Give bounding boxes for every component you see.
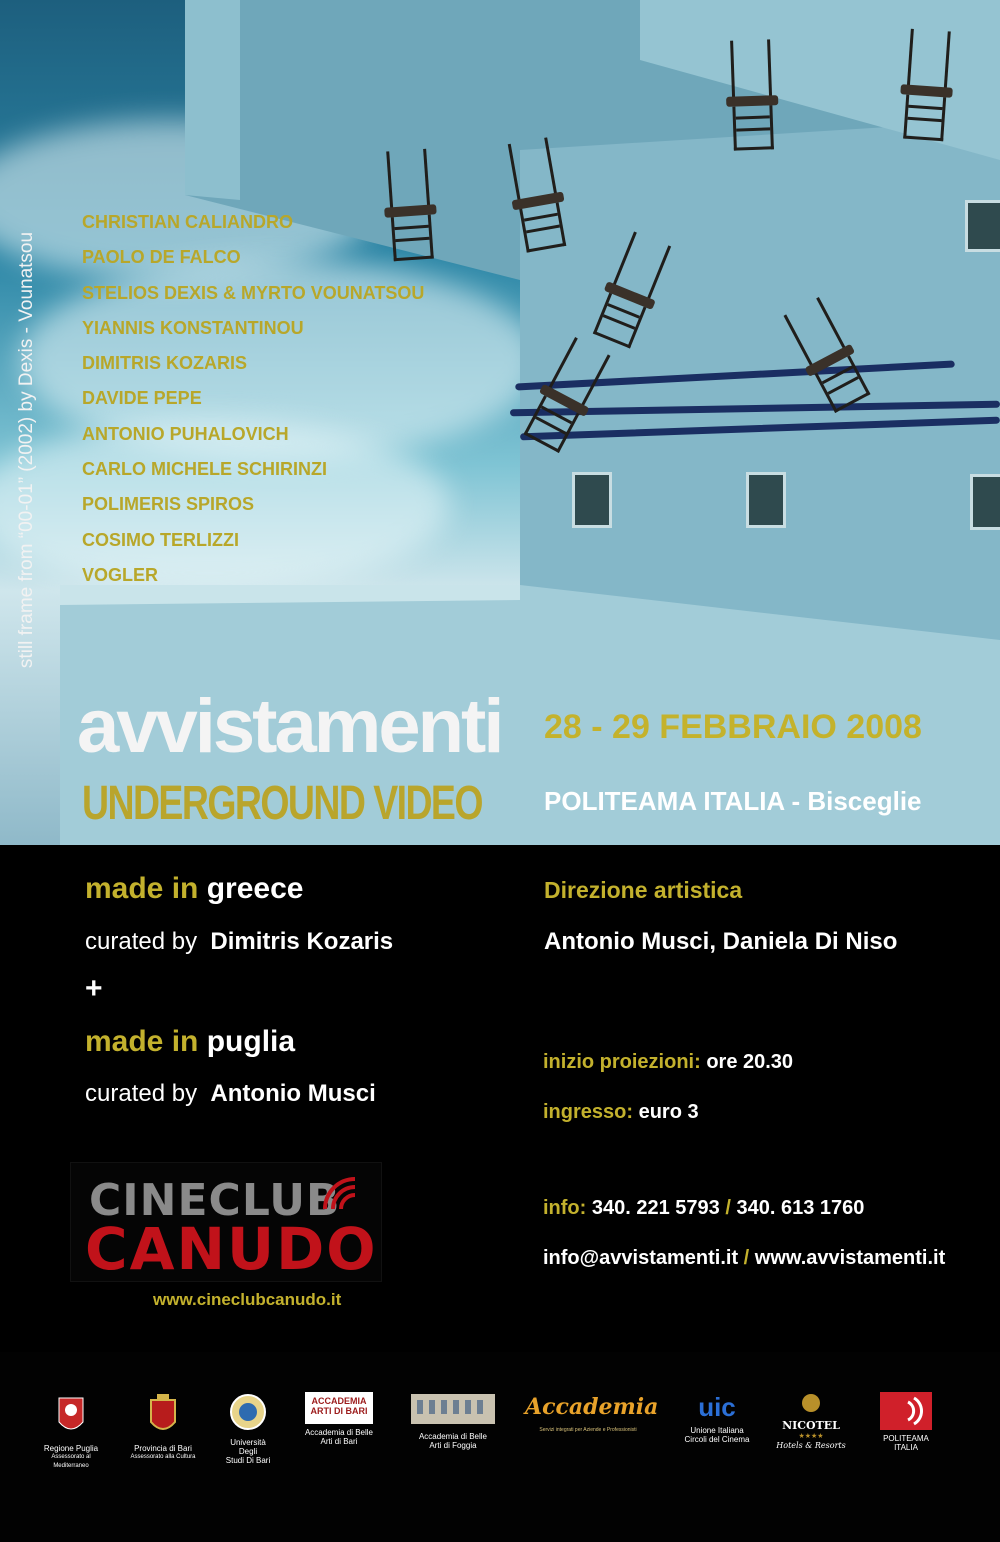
curated-by-label: curated by xyxy=(85,1080,198,1107)
signal-icon xyxy=(319,1169,365,1215)
info-label: info: xyxy=(543,1197,587,1219)
event-subtitle: UNDERGROUND VIDEO xyxy=(82,777,482,830)
window xyxy=(970,474,1000,530)
entry-label: ingresso: xyxy=(543,1101,634,1123)
phone-1: 340. 221 5793 xyxy=(591,1197,720,1219)
sponsor-name: Unione Italiana xyxy=(690,1426,744,1435)
artist-name: YIANNIS KONSTANTINOU xyxy=(82,317,304,338)
sponsor-name: Accademia di Belle xyxy=(418,1432,488,1441)
chair xyxy=(728,39,776,150)
sponsor-name: Accademia di Belle xyxy=(304,1428,374,1437)
contact-links xyxy=(543,1247,945,1270)
hotel-emblem-icon xyxy=(801,1392,821,1414)
sponsor-name: NICOTEL xyxy=(782,1419,840,1432)
program-greece-curator xyxy=(85,928,393,956)
sponsor-accademia-foggia xyxy=(408,1392,498,1450)
phone-2: 340. 613 1760 xyxy=(736,1197,865,1219)
sponsor-provincia-bari xyxy=(130,1392,196,1462)
made-in-label: made in xyxy=(85,872,199,905)
accademia-wordmark: Accademia xyxy=(525,1394,659,1420)
sponsor-sub: Assessorato al Mediterraneo xyxy=(51,1454,91,1469)
sound-waves-icon xyxy=(880,1392,932,1430)
program-puglia-title xyxy=(85,1025,295,1059)
sponsor-nicotel xyxy=(774,1392,848,1450)
plus-sign: + xyxy=(85,972,103,1005)
accademia-bari-logo: ACCADEMIA ARTI DI BARI xyxy=(305,1392,373,1424)
country-label: puglia xyxy=(206,1025,296,1058)
curator-name: Antonio Musci xyxy=(210,1080,376,1107)
artist-name: DAVIDE PEPE xyxy=(82,388,202,409)
direction-names: Antonio Musci, Daniela Di Niso xyxy=(544,928,898,955)
sponsor-name: POLITEAMA xyxy=(883,1434,929,1443)
coat-of-arms-icon xyxy=(147,1392,179,1438)
artist-name: COSIMO TERLIZZI xyxy=(82,529,239,550)
sponsor-accademia-bari xyxy=(300,1392,378,1446)
sponsor-politeama-italia xyxy=(878,1392,934,1452)
sponsor-regione-puglia xyxy=(34,1392,108,1471)
sponsor-accademia-servizi xyxy=(525,1392,659,1435)
sponsor-sub: Servizi integrati per Aziende e Professionisti xyxy=(539,1427,637,1433)
window xyxy=(965,200,1000,252)
sponsor-sub: Studi Di Bari xyxy=(225,1456,271,1465)
separator: / xyxy=(743,1247,750,1269)
sponsor-name: Provincia di Bari xyxy=(134,1444,192,1453)
artist-name: STELIOS DEXIS & MYRTO VOUNATSOU xyxy=(82,282,425,303)
separator: / xyxy=(725,1197,731,1219)
artist-name: VOGLER xyxy=(82,564,159,585)
artist-name: POLIMERIS SPIROS xyxy=(82,494,255,515)
artist-name: PAOLO DE FALCO xyxy=(82,247,241,268)
cineclub-url[interactable]: www.cineclubcanudo.it xyxy=(153,1290,342,1309)
direction-label: Direzione artistica xyxy=(544,877,743,903)
sponsor-sub: ITALIA xyxy=(894,1443,918,1452)
cineclub-canudo-logo xyxy=(70,1162,382,1282)
event-dates: 28 - 29 FEBBRAIO 2008 xyxy=(544,708,922,746)
cineclub-logo-line1: CINECLUB xyxy=(89,1175,341,1226)
window xyxy=(746,472,786,528)
email-link[interactable]: info@avvistamenti.it xyxy=(543,1247,739,1269)
info-phones xyxy=(543,1197,864,1220)
entry-fee xyxy=(543,1101,699,1124)
window xyxy=(572,472,612,528)
artist-list xyxy=(82,208,424,596)
event-title: avvistamenti xyxy=(77,684,502,769)
sponsor-uicc xyxy=(678,1392,756,1444)
rating-stars-icon: ★★★★ xyxy=(798,1433,824,1440)
curated-by-label: curated by xyxy=(85,928,198,955)
sponsor-universita-bari xyxy=(220,1392,276,1465)
artist-name: CHRISTIAN CALIANDRO xyxy=(82,212,293,232)
program-puglia-curator xyxy=(85,1080,376,1108)
entry-value: euro 3 xyxy=(638,1101,699,1123)
building-icon xyxy=(411,1392,495,1426)
curator-name: Dimitris Kozaris xyxy=(210,928,394,955)
made-in-label: made in xyxy=(85,1025,199,1058)
country-label: greece xyxy=(206,872,304,905)
university-seal-icon xyxy=(229,1392,267,1432)
uic-logo: uic xyxy=(698,1392,736,1422)
photo-credit: still frame from “00-01” (2002) by Dexis - Vounatsou xyxy=(16,231,37,669)
artist-name: ANTONIO PUHALOVICH xyxy=(82,423,289,444)
sponsor-strip xyxy=(0,1352,1000,1542)
sponsor-sub: Arti di Foggia xyxy=(429,1441,477,1450)
sponsor-name: Regione Puglia xyxy=(43,1444,99,1453)
program-greece-title xyxy=(85,872,303,906)
politeama-logo xyxy=(880,1392,932,1430)
start-value: ore 20.30 xyxy=(706,1051,794,1073)
sponsor-sub: Arti di Bari xyxy=(320,1437,358,1446)
sponsor-sub: Hotels & Resorts xyxy=(776,1441,846,1450)
website-link[interactable]: www.avvistamenti.it xyxy=(754,1247,946,1269)
event-venue: POLITEAMA ITALIA - Bisceglie xyxy=(544,786,922,816)
start-label: inizio proiezioni: xyxy=(543,1051,701,1073)
artist-name: DIMITRIS KOZARIS xyxy=(82,353,247,374)
sponsor-name: Università Degli xyxy=(230,1438,266,1456)
coat-of-arms-icon xyxy=(56,1392,86,1438)
chair xyxy=(901,29,953,142)
sponsor-sub: Circoli del Cinema xyxy=(684,1435,750,1444)
cineclub-logo-line2: CANUDO xyxy=(85,1215,378,1283)
start-time xyxy=(543,1051,793,1074)
sponsor-sub: Assessorato alla Cultura xyxy=(130,1454,196,1460)
artist-name: CARLO MICHELE SCHIRINZI xyxy=(82,459,327,480)
